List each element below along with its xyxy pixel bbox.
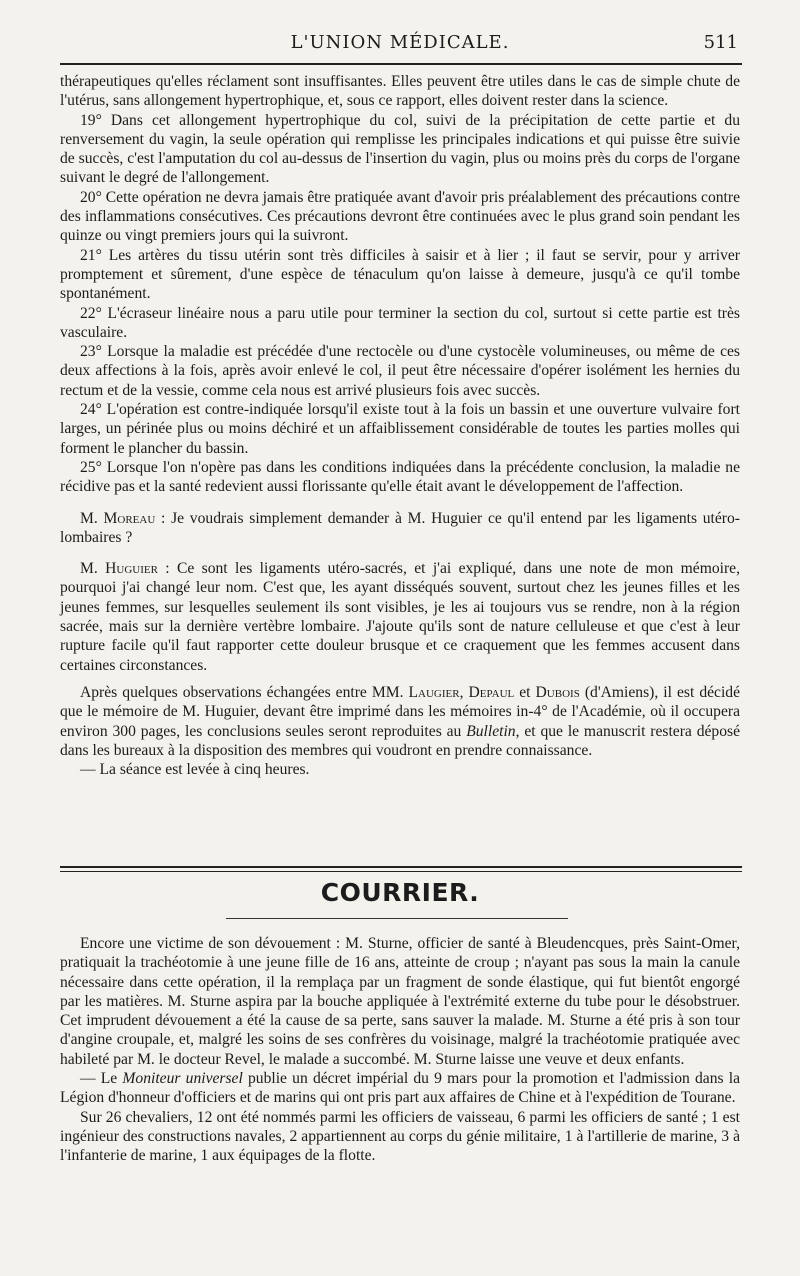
paragraph-continuation: thérapeutiques qu'elles réclament sont insuffisantes. Elles peuvent être utiles dans le cas de simple chute de l'utérus, sans allongement hypertrophique, et, sous ce rapport, elles doivent rester dans la science. <box>60 73 740 110</box>
decret-text-a: — Le <box>80 1070 123 1088</box>
speaker-huguier: M. Huguier <box>80 560 158 578</box>
name-depaul: Depaul <box>468 683 515 701</box>
decret-text-b: publie un décret impérial du 9 mars pour la promotion et l'admission dans la Légion d'honneur d'officiers et de marins qui ont pris part aux affaires de Chine et à l'expédition de Tourane. <box>60 1070 741 1107</box>
section-divider <box>60 866 742 872</box>
conclusion-19: 19° Dans cet allongement hypertrophique du col, suivi de la précipitation de cette partie et du renversement du vagin, la seule opération qui remplisse les principales indications et qui puisse être suivie de succès, c'est l'amputation du col au-dessus de l'insertion du vagin, plus ou moins près du corps de l'organe suivant le degré de l'allongement. <box>60 111 740 187</box>
conclusion-23: 23° Lorsque la maladie est précédée d'une rectocèle ou d'une cystocèle volumineuses, ou même de ces deux affections à la fois, après avoir enlevé le col, il peut être nécessaire d'opérer isolément les hernies du rectum et de la vessie, comme cela nous est arrivé plusieurs fois avec succès. <box>60 343 740 399</box>
conclusion-25: 25° Lorsque l'on n'opère pas dans les conditions indiquées dans la précédente conclusion, la maladie ne récidive pas et la santé redevient aussi florissante qu'elle était avant le développement de l'affection. <box>60 458 740 496</box>
bulletin-title: Bulletin <box>466 722 516 740</box>
huguier-reply <box>60 559 740 675</box>
title-underline <box>226 918 568 919</box>
conclusion-20: 20° Cette opération ne devra jamais être pratiquée avant d'avoir pris préalablement des précautions contre des inflammations consécutives. Ces précautions devront être continuées avec le plus grand soin pendant les quinze ou vingt premiers jours qui la suivront. <box>60 188 740 245</box>
speaker-moreau: M. Moreau <box>80 509 156 527</box>
decision-text-e: , et que le manuscrit restera déposé dans les bureaux à la disposition des membres qui voudront en prendre connaissance. <box>60 722 740 759</box>
header-rule <box>60 63 742 65</box>
courrier-item-sturne: Encore une victime de son dévouement : M. Sturne, officier de santé à Bleudencques, près Saint-Omer, pratiquait la trachéotomie à une jeune fille de 16 ans, atteinte de croup ; n'ayant pas sous la main la canule nécessaire dans cette opération, il la remplaça par un fragment de sonde élastique, qui fut bientôt engorgé par les matières. M. Sturne aspira par la bouche appliquée à l'extrémité externe du tube pour le désobstruer. Cet imprudent dévouement a été la cause de sa perte, sans sauver la malade. M. Sturne a été pris à son tour d'angine croupale, et, malgré les soins de ses confrères du voisinage, malgré la trachéotomie pratiquée avec habileté par M. le docteur Revel, le malade a succombé. M. Sturne laisse une veuve et deux enfants. <box>60 935 740 1068</box>
seance-closing: — La séance est levée à cinq heures. <box>80 761 310 779</box>
decision-text-a: Après quelques observations échangées entre MM. <box>80 683 409 701</box>
decision-text-c: et <box>514 683 536 701</box>
moreau-text: : Je voudrais simplement demander à M. Huguier ce qu'il entend par les ligaments utéro-lombaires ? <box>60 509 740 546</box>
page-header <box>60 30 740 60</box>
courrier-item-chevaliers: Sur 26 chevaliers, 12 ont été nommés parmi les officiers de vaisseau, 6 parmi les officiers de santé ; 1 est ingénieur des constructions navales, 2 appartiennent au corps du génie militaire, 1 à l'artillerie de marine, 3 à l'infanterie de marine, 1 aux équipages de la flotte. <box>60 1108 740 1165</box>
conclusion-21: 21° Les artères du tissu utérin sont très difficiles à saisir et à lier ; il faut se servir, pour y arriver promptement et sûrement, d'une espèce de ténaculum qu'on laisse à demeure, jusqu'à ce qu'il tombe spontanément. <box>60 246 740 303</box>
decision-paragraph <box>60 683 740 760</box>
decision-text-b: , <box>459 683 469 701</box>
moniteur-title: Moniteur universel <box>122 1070 243 1088</box>
conclusions-section <box>60 72 740 779</box>
courrier-item-decret <box>60 1069 740 1108</box>
moreau-remark <box>60 509 740 548</box>
huguier-text: : Ce sont les ligaments utéro-sacrés, et j'ai expliqué, dans une note de mon mémoire, pourquoi j'ai changé leur nom. C'est que, les ayant disséqués souvent, surtout chez les jeunes filles et les jeunes femmes, sur lesquelles seulement ils sont visibles, je les ai toujours vus se rendre, non à la région sacrée, mais sur la dernière vertèbre lombaire. J'ajoute qu'ils sont de nature celluleuse et que c'est à leur rupture facile qu'il faut rapporter cette douleur brusque et ce craquement que les femmes accusent dans certaines circonstances. <box>60 560 740 674</box>
conclusion-24: 24° L'opération est contre-indiquée lorsqu'il existe tout à la fois un bassin et une ouverture vulvaire fort larges, un périnée plus ou moins déchiré et un affaiblissement considérable de toutes les parties molles qui forment le plancher du bassin. <box>60 401 740 457</box>
page-number: 511 <box>703 32 738 53</box>
running-title: L'UNION MÉDICALE. <box>290 32 510 53</box>
courrier-title: COURRIER. <box>320 878 480 907</box>
courrier-section <box>60 934 740 1166</box>
name-dubois: Dubois <box>535 683 580 701</box>
conclusion-22: 22° L'écraseur linéaire nous a paru utile pour terminer la section du col, surtout si cette partie est très vasculaire. <box>60 304 740 341</box>
decision-text-d: (d'Amiens), il est décidé que le mémoire de M. Huguier, devant être imprimé dans les mémoires in-4° de l'Académie, où il occupera environ 300 pages, les conclusions seules seront reproduites au <box>60 683 741 740</box>
name-laugier: Laugier <box>408 683 460 701</box>
